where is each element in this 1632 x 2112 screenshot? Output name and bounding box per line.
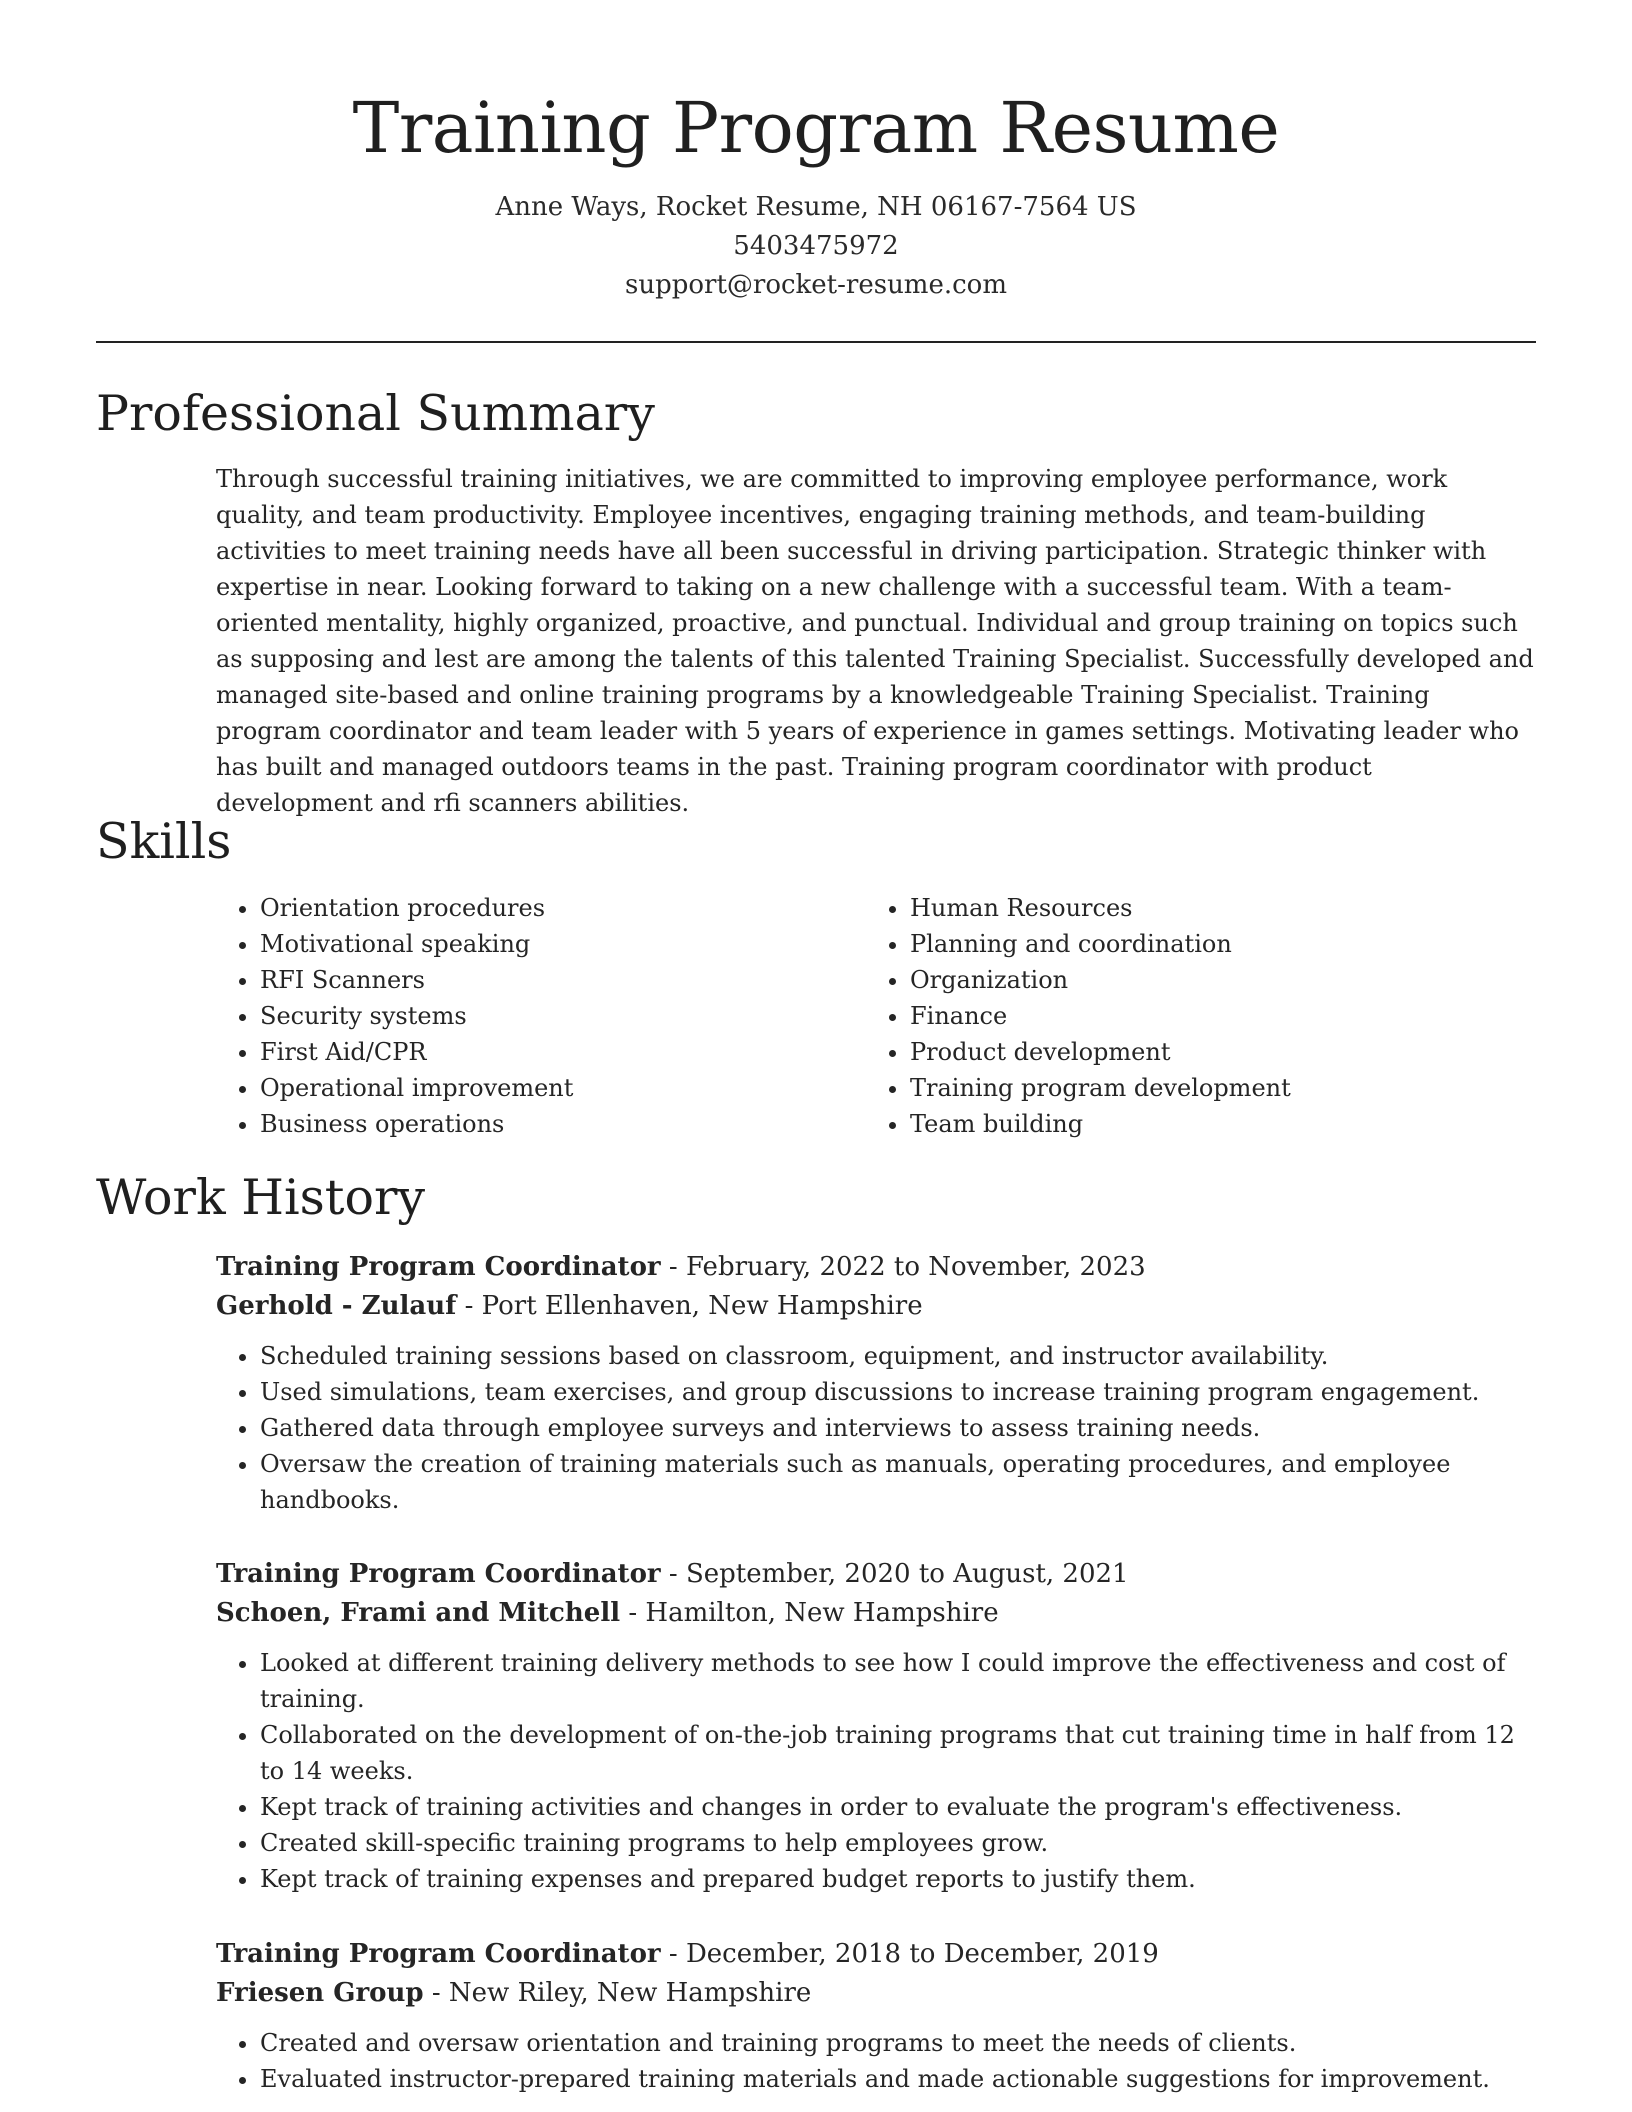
contact-address: Anne Ways, Rocket Resume, NH 06167-7564 US (495, 192, 1137, 222)
job-entry (216, 1555, 1536, 1897)
job-dates: February, 2022 to November, 2023 (685, 1252, 1146, 1282)
skill-item: • RFI Scanners (260, 962, 573, 998)
job-entry (216, 1248, 1536, 1518)
work-history-heading: Work History (96, 1169, 426, 1226)
skill-item: • Finance (910, 998, 1291, 1034)
skill-item: • Operational improvement (260, 1070, 573, 1106)
job-bullet: • Looked at different training delivery methods to see how I could improve the effectiveness and cost of training. (260, 1645, 1536, 1717)
job-employer: Friesen Group - New Riley, New Hampshire (216, 1978, 812, 2008)
skill-item: • Orientation procedures (260, 890, 573, 926)
job-entry (216, 1935, 1536, 2097)
header-divider (96, 341, 1536, 343)
job-bullet: • Collaborated on the development of on-the-job training programs that cut training time in half from 12 to 14 weeks. (260, 1717, 1536, 1789)
job-bullet: • Oversaw the creation of training materials such as manuals, operating procedures, and employee handbooks. (260, 1446, 1536, 1518)
job-company: Friesen Group (216, 1978, 424, 2008)
job-bullets (216, 1645, 1536, 1897)
skill-item: • Business operations (260, 1106, 573, 1142)
summary-text: Through successful training initiatives, we are committed to improving employee performance, work quality, and team productivity. Employee incentives, engaging training methods, and team-building activities to meet training needs have all been successful in driving participation. Strategic thinker with expertise in near. Looking forward to taking on a new challenge with a successful team. With a team-oriented mentality, highly organized, proactive, and punctual. Individual and group training on topics such as supposing and lest are among the talents of this talented Training Specialist. Successfully developed and managed site-based and online training programs by a knowledgeable Training Specialist. Training program coordinator and team leader with 5 years of experience in games settings. Motivating leader who has built and managed outdoors teams in the past. Training program coordinator with product development and rfi scanners abilities. (216, 465, 1534, 817)
job-title: Training Program Coordinator (216, 1939, 661, 1969)
resume-title: Training Program Resume (352, 87, 1280, 169)
job-header: Training Program Coordinator - December, 2018 to December, 2019 (216, 1939, 1159, 1969)
skill-item: • Team building (910, 1106, 1291, 1142)
skill-item: • Motivational speaking (260, 926, 573, 962)
job-header: Training Program Coordinator - February, 2022 to November, 2023 (216, 1252, 1146, 1282)
job-header: Training Program Coordinator - September, 2020 to August, 2021 (216, 1559, 1129, 1589)
job-location: Port Ellenhaven, New Hampshire (481, 1291, 923, 1321)
contact-phone: 5403475972 (733, 231, 899, 261)
job-bullet: • Evaluated instructor-prepared training materials and made actionable suggestions for improvement. (260, 2061, 1536, 2097)
skill-item: • Human Resources (910, 890, 1291, 926)
job-bullet: • Scheduled training sessions based on classroom, equipment, and instructor availability. (260, 1338, 1536, 1374)
contact-email: support@rocket-resume.com (624, 270, 1007, 300)
skills-heading: Skills (96, 813, 232, 870)
job-location: New Riley, New Hampshire (448, 1978, 812, 2008)
contact-block (0, 188, 1632, 305)
resume-header (0, 82, 1632, 305)
job-bullet: • Used simulations, team exercises, and group discussions to increase training program engagement. (260, 1374, 1536, 1410)
skills-list-right (866, 890, 1291, 1142)
skill-item: • Planning and coordination (910, 926, 1291, 962)
job-company: Schoen, Frami and Mitchell (216, 1598, 621, 1628)
job-company: Gerhold - Zulauf (216, 1291, 457, 1321)
job-dates: September, 2020 to August, 2021 (685, 1559, 1129, 1589)
skill-item: • Product development (910, 1034, 1291, 1070)
skill-item: • Training program development (910, 1070, 1291, 1106)
summary-heading: Professional Summary (96, 385, 655, 442)
job-title: Training Program Coordinator (216, 1559, 661, 1589)
job-bullet: • Gathered data through employee surveys and interviews to assess training needs. (260, 1410, 1536, 1446)
job-bullets (216, 2025, 1536, 2097)
skill-item: • First Aid/CPR (260, 1034, 573, 1070)
job-dates: December, 2018 to December, 2019 (685, 1939, 1159, 1969)
job-bullet: • Created and oversaw orientation and training programs to meet the needs of clients. (260, 2025, 1536, 2061)
job-bullet: • Kept track of training activities and changes in order to evaluate the program's effectiveness. (260, 1789, 1536, 1825)
skills-list-left (216, 890, 573, 1142)
job-employer: Schoen, Frami and Mitchell - Hamilton, New Hampshire (216, 1598, 999, 1628)
job-bullet: • Kept track of training expenses and prepared budget reports to justify them. (260, 1861, 1536, 1897)
skill-item: • Organization (910, 962, 1291, 998)
job-bullet: • Created skill-specific training programs to help employees grow. (260, 1825, 1536, 1861)
job-employer: Gerhold - Zulauf - Port Ellenhaven, New Hampshire (216, 1291, 923, 1321)
job-title: Training Program Coordinator (216, 1252, 661, 1282)
skill-item: • Security systems (260, 998, 573, 1034)
job-location: Hamilton, New Hampshire (645, 1598, 999, 1628)
job-bullets (216, 1338, 1536, 1518)
